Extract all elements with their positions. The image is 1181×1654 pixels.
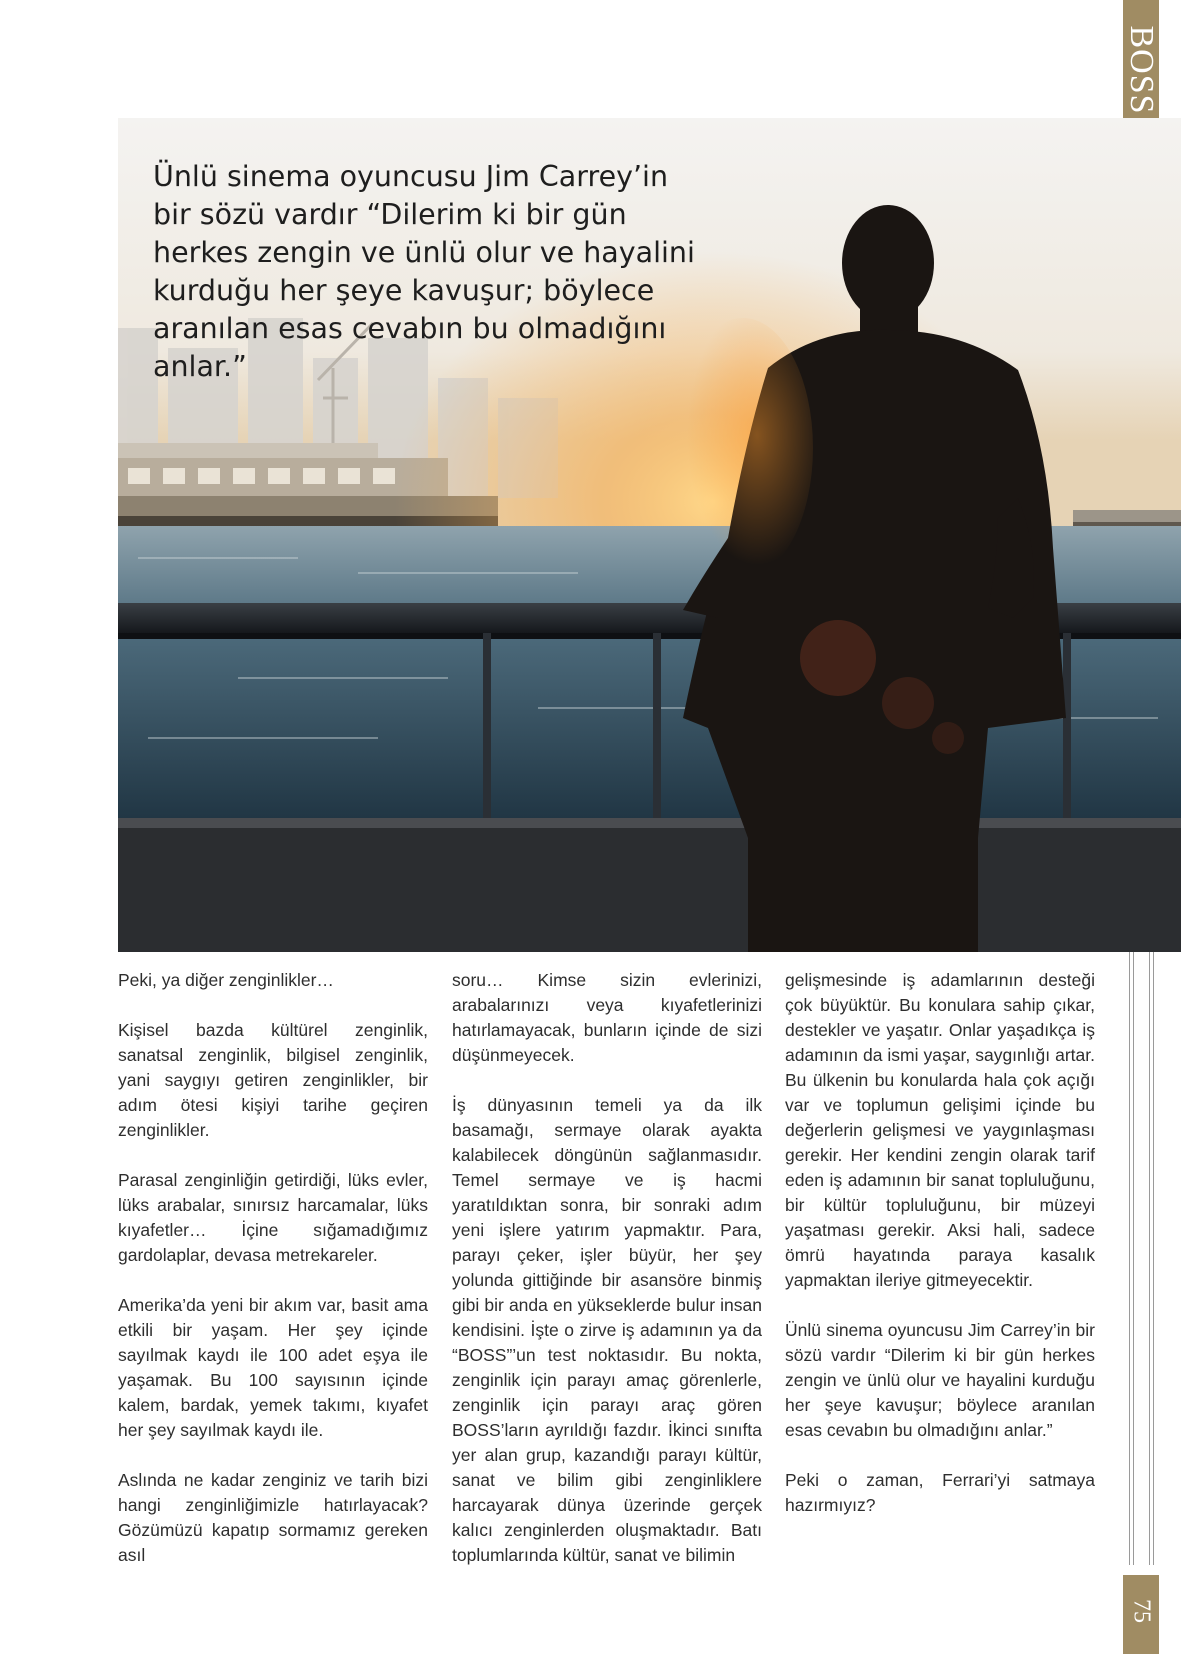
paragraph: Parasal zenginliğin getirdiği, lüks evler, lüks arabalar, sınırsız harcamalar, lüks kıyafetler… İçine sığamadığımız gardolaplar, devasa metrekareler. [118, 1170, 428, 1265]
article-column-2 [452, 968, 762, 1568]
article-column-3 [785, 968, 1095, 1518]
article-column-1 [118, 968, 428, 1568]
page-number-tab [1123, 1575, 1159, 1654]
paragraph: Peki o zaman, Ferrari’yi satmaya hazırmıyız? [785, 1470, 1095, 1515]
paragraph: Peki, ya diğer zenginlikler… [118, 970, 334, 990]
page-number: 75 [1128, 1599, 1155, 1623]
paragraph: soru… Kimse sizin evlerinizi, arabalarınızı veya kıyafetlerinizi hatırlamayacak, bunların içinde de sizi düşünmeyecek. [452, 970, 762, 1065]
paragraph: Ünlü sinema oyuncusu Jim Carrey’in bir sözü vardır “Dilerim ki bir gün herkes zengin ve ünlü olur ve hayalini kurduğu her şeye kavuşur; böylece aranılan esas cevabın bu olmadığını anlar.” [785, 1320, 1095, 1440]
paragraph: Kişisel bazda kültürel zenginlik, sanatsal zenginlik, bilgisel zenginlik, yani saygıyı getiren zenginlikler, bir adım ötesi kişiyi tarihe geçiren zenginlikler. [118, 1020, 428, 1140]
hero-photo [118, 118, 1181, 952]
pull-quote: Ünlü sinema oyuncusu Jim Carrey’in bir sözü vardır “Dilerim ki bir gün herkes zengin ve ünlü olur ve hayalini kurduğu her şeye kavuşur; böylece aranılan esas cevabın bu olmadığını anlar.” [153, 160, 695, 383]
paragraph: Aslında ne kadar zenginiz ve tarih bizi hangi zenginliğimizle hatırlayacak? Gözümüzü kapatıp sormamız gereken asıl [118, 1470, 428, 1565]
brand-logo: BOSS [1123, 25, 1160, 115]
paragraph: gelişmesinde iş adamlarının desteği çok büyüktür. Bu konulara sahip çıkar, destekler ve yaşatır. Onlar yaşadıkça iş adamının da ismi yaşar, saygınlığı artar. Bu ülkenin bu konularda hala çok açığı var ve toplumun gelişimi içinde bu değerlerin gelişmesi ve yaygınlaşması gerekir. Her kendini zengin olarak tarif eden iş adamının bir sanat topluluğunu, bir kültür topluluğunu, bir müzeyi yaşatması gerekir. Aksi hali, sadece ömrü hayatında paraya kasalık yapmaktan ileriye gitmeyecektir. [785, 970, 1095, 1290]
paragraph: Amerika’da yeni bir akım var, basit ama etkili bir yaşam. Her şey içinde sayılmak kaydı ile 100 adet eşya ile yaşamak. Bu 100 sayısının içinde kalem, bardak, yemek takımı, kıyafet her şey sayılmak kaydı ile. [118, 1295, 428, 1440]
paragraph: İş dünyasının temeli ya da ilk basamağı, sermaye olarak ayakta kalabilecek döngünün sağlanmasıdır. Temel sermaye ve iş hacmi yaratıldıktan sonra, bir sonraki adım yeni işlere yatırım yapmaktır. Para, parayı çeker, işler büyür, her şey yolunda gittiğinde bir asansöre binmiş gibi bir anda en yükseklerde bulur insan kendisini. İşte o zirve iş adamının ya da “BOSS”’un test noktasıdır. Bu nokta, zenginlik için parayı amaç görenlerle, zenginlik için parayı araç gören BOSS’ların ayrıldığı fazdır. İkinci sınıfta yer alan grup, kazandığı parayı kültür, sanat ve bilim gibi zenginliklere harcayarak dünya üzerinde gerçek kalıcı zenginlerden oluşmaktadır. Batı toplumlarında kültür, sanat ve bilimin [452, 1095, 762, 1565]
